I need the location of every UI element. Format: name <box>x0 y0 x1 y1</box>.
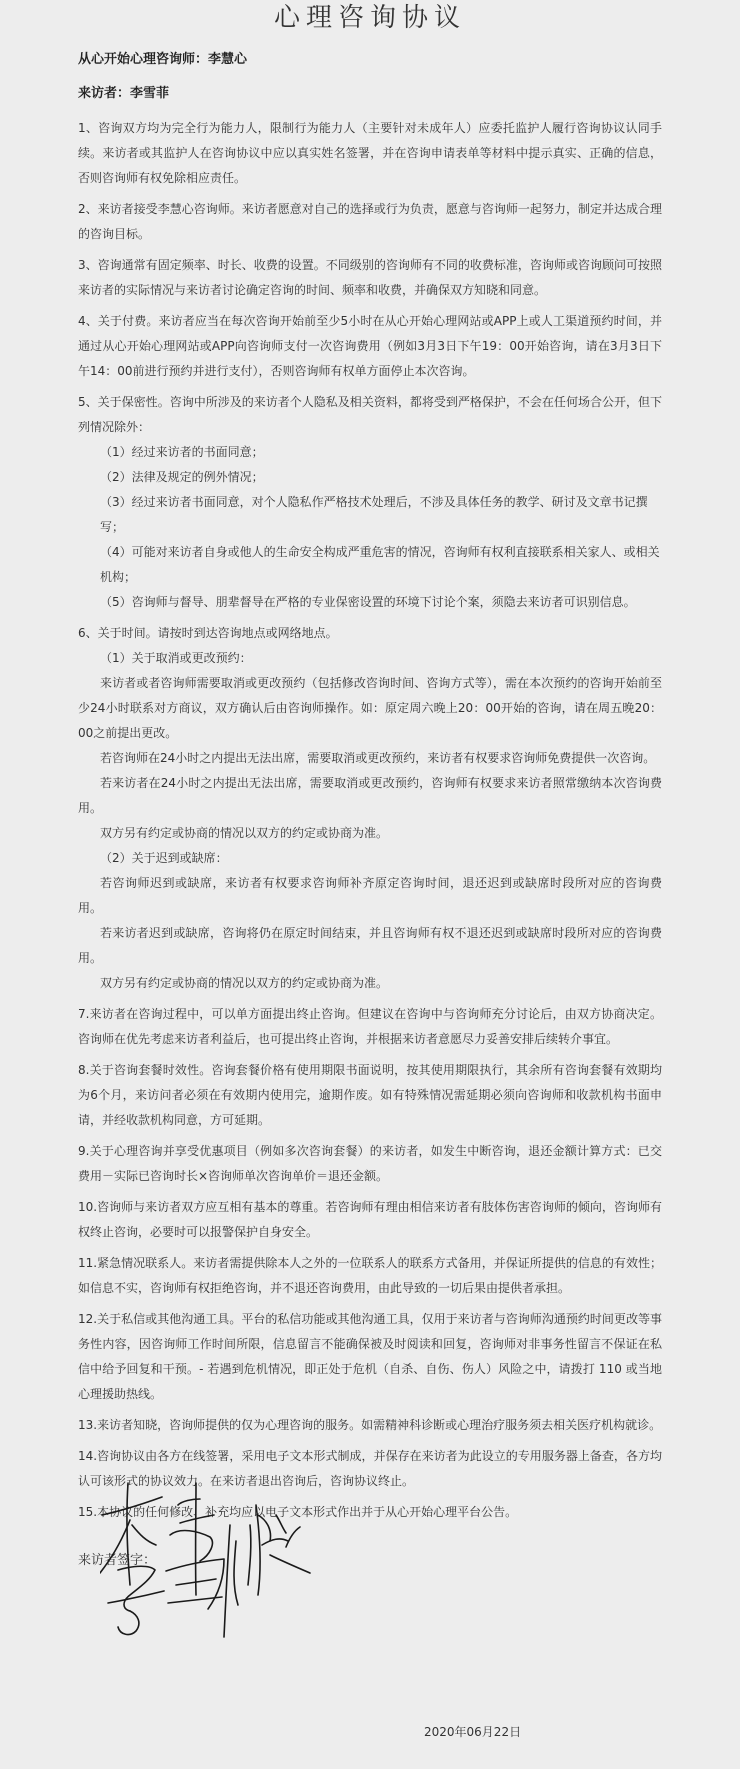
clause-7: 7.来访者在咨询过程中，可以单方面提出终止咨询。但建议在咨询中与咨询师充分讨论后，由双方协商决定。咨询师在优先考虑来访者利益后，也可提出终止咨询，并根据来访者意愿尽力妥善安排后续转介事宜。 <box>78 1007 662 1046</box>
clause-6-paragraph: 若来访者在24小时之内提出无法出席，需要取消或更改预约，咨询师有权要求来访者照常缴纳本次咨询费用。 <box>78 776 662 815</box>
clause-13: 13.来访者知晓，咨询师提供的仅为心理咨询的服务。如需精神科诊断或心理治疗服务须去相关医疗机构就诊。 <box>78 1418 662 1432</box>
signature-label: 来访者签字： <box>78 1553 157 1568</box>
clause-6-block <box>78 621 662 996</box>
clause-3: 3、咨询通常有固定频率、时长、收费的设置。不同级别的咨询师有不同的收费标准，咨询师或咨询顾问可按照来访者的实际情况与来访者讨论确定咨询的时间、频率和收费，并确保双方知晓和同意。 <box>78 258 662 297</box>
clause-8: 8.关于咨询套餐时效性。咨询套餐价格有使用期限书面说明，按其使用期限执行，其余所有咨询套餐有效期均为6个月，来访问者必须在有效期内使用完，逾期作废。如有特殊情况需延期必须向咨询师和收款机构书面申请，并经收款机构同意，方可延期。 <box>78 1063 662 1127</box>
signing-date: 2020年06月22日 <box>424 1725 522 1739</box>
clause-6-paragraph: 双方另有约定或协商的情况以双方的约定或协商为准。 <box>100 976 389 990</box>
clause-12: 12.关于私信或其他沟通工具。平台的私信功能或其他沟通工具，仅用于来访者与咨询师沟通预约时间更改等事务性内容，因咨询师工作时间所限，信息留言不能确保被及时阅读和回复，咨询师对非事务性留言不保证在私信中给予回复和干预。- 若遇到危机情况，即正处于危机（自杀、自伤、伤人）风险之中，请拨打 110 或当地心理援助热线。 <box>78 1312 662 1401</box>
clause-14: 14.咨询协议由各方在线签署，采用电子文本形式制成，并保存在来访者为此设立的专用服务器上备查，各方均认可该形式的协议效力。在来访者退出咨询后，咨询协议终止。 <box>78 1449 662 1488</box>
clause-5-list <box>78 440 662 615</box>
clause-5-item: （3）经过来访者书面同意，对个人隐私作严格技术处理后，不涉及具体任务的教学、研讨及文章书记撰写； <box>100 495 648 534</box>
clause-5-item: （5）咨询师与督导、朋辈督导在严格的专业保密设置的环境下讨论个案，须隐去来访者可识别信息。 <box>100 595 636 609</box>
clause-5-item: （2）法律及规定的例外情况； <box>100 470 264 484</box>
clause-15: 15.本协议的任何修改、补充均应以电子文本形式作出并于从心开始心理平台公告。 <box>78 1505 518 1519</box>
clause-6-paragraph: 若咨询师在24小时之内提出无法出席，需要取消或更改预约，来访者有权要求咨询师免费提供一次咨询。 <box>100 751 656 765</box>
clause-11: 11.紧急情况联系人。来访者需提供除本人之外的一位联系人的联系方式备用，并保证所提供的信息的有效性；如信息不实，咨询师有权拒绝咨询，并不退还咨询费用，由此导致的一切后果由提供者承担。 <box>78 1256 662 1295</box>
document-title: 心理咨询协议 <box>273 3 466 33</box>
clause-6-paragraph: 双方另有约定或协商的情况以双方的约定或协商为准。 <box>100 826 389 840</box>
clause-6: 6、关于时间。请按时到达咨询地点或网络地点。 <box>78 626 338 640</box>
counselor-line: 从心开始心理咨询师：李慧心 <box>78 52 248 67</box>
clause-2: 2、来访者接受李慧心咨询师。来访者愿意对自己的选择或行为负责，愿意与咨询师一起努力，制定并达成合理的咨询目标。 <box>78 202 662 241</box>
signature-icon <box>100 1475 330 1665</box>
clause-6-paragraph: 若来访者迟到或缺席，咨询将仍在原定时间结束，并且咨询师有权不退还迟到或缺席时段所对应的咨询费用。 <box>78 926 662 965</box>
clause-5-item: （4）可能对来访者自身或他人的生命安全构成严重危害的情况，咨询师有权利直接联系相关家人、或相关机构； <box>100 545 660 584</box>
clause-6-subheading: （2）关于迟到或缺席： <box>100 851 228 865</box>
clause-6-paragraph: 来访者或者咨询师需要取消或更改预约（包括修改咨询时间、咨询方式等），需在本次预约的咨询开始前至少24小时联系对方商议，双方确认后由咨询师操作。如：原定周六晚上20：00开始的咨询，请在周五晚20：00之前提出更改。 <box>78 676 662 740</box>
clause-10: 10.咨询师与来访者双方应互相有基本的尊重。若咨询师有理由相信来访者有肢体伤害咨询师的倾向，咨询师有权终止咨询，必要时可以报警保护自身安全。 <box>78 1200 662 1239</box>
clause-6-subheading: （1）关于取消或更改预约： <box>100 651 252 665</box>
clause-6-paragraph: 若咨询师迟到或缺席，来访者有权要求咨询师补齐原定咨询时间，退还迟到或缺席时段所对应的咨询费用。 <box>78 876 662 915</box>
clause-4: 4、关于付费。来访者应当在每次咨询开始前至少5小时在从心开始心理网站或APP上或人工渠道预约时间，并通过从心开始心理网站或APP向咨询师支付一次咨询费用（例如3月3日下午19：00开始咨询，请在3月3日下午14：00前进行预约并进行支付），否则咨询师有权单方面停止本次咨询。 <box>78 314 662 378</box>
clause-5-item: （1）经过来访者的书面同意； <box>100 445 264 459</box>
clause-9: 9.关于心理咨询并享受优惠项目（例如多次咨询套餐）的来访者，如发生中断咨询，退还金额计算方式：已交费用－实际已咨询时长×咨询师单次咨询单价＝退还金额。 <box>78 1144 662 1183</box>
clause-5: 5、关于保密性。咨询中所涉及的来访者个人隐私及相关资料，都将受到严格保护，不会在任何场合公开，但下列情况除外： <box>78 395 662 434</box>
client-line: 来访者：李雪菲 <box>78 86 170 101</box>
clause-1: 1、咨询双方均为完全行为能力人，限制行为能力人（主要针对未成年人）应委托监护人履行咨询协议认同手续。来访者或其监护人在咨询协议中应以真实姓名签署，并在咨询申请表单等材料中提示真实、正确的信息，否则咨询师有权免除相应责任。 <box>78 121 662 185</box>
